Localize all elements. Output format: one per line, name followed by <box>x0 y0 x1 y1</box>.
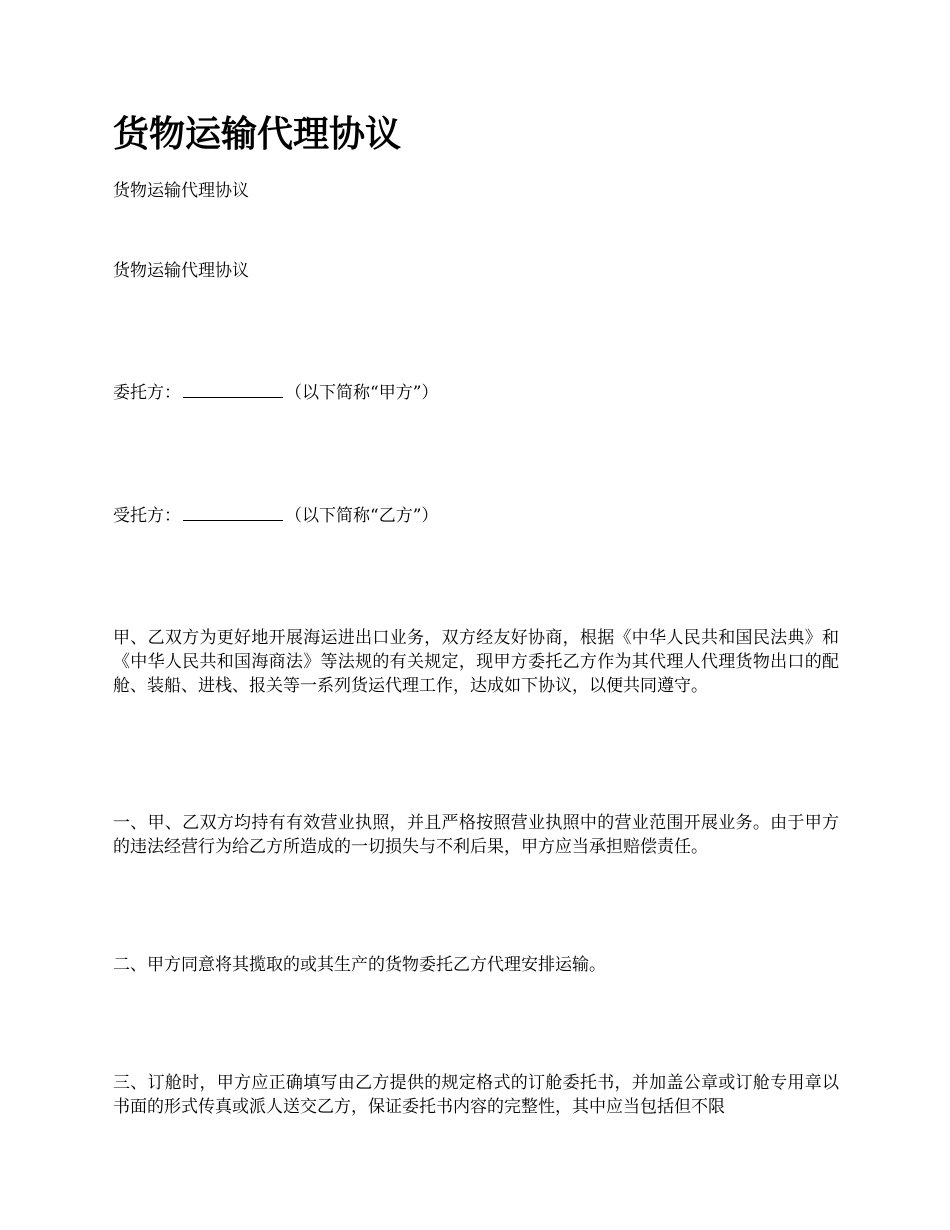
preamble-paragraph: 甲、乙双方为更好地开展海运进出口业务，双方经友好协商，根据《中华人民共和国民法典》和《中华人民共和国海商法》等法规的有关规定，现甲方委托乙方作为其代理人代理货物出口的配舱、装船、进栈、报关等一系列货运代理工作，达成如下协议，以便共同遵守。 <box>113 628 839 696</box>
client-party-line <box>113 381 438 405</box>
subtitle-line-2: 货物运输代理协议 <box>113 261 249 281</box>
client-name-blank <box>183 383 283 398</box>
subtitle-line-1: 货物运输代理协议 <box>113 181 249 201</box>
client-suffix: （以下简称“甲方”） <box>285 383 439 403</box>
clause-2-paragraph: 二、甲方同意将其揽取的或其生产的货物委托乙方代理安排运输。 <box>113 955 606 975</box>
agent-suffix: （以下简称“乙方”） <box>285 506 439 526</box>
clause-1-paragraph: 一、甲、乙双方均持有有效营业执照，并且严格按照营业执照中的营业范围开展业务。由于甲方的违法经营行为给乙方所造成的一切损失与不利后果，甲方应当承担赔偿责任。 <box>113 813 839 857</box>
agent-label: 受托方： <box>113 506 181 526</box>
document-title: 货物运输代理协议 <box>113 114 402 155</box>
agent-name-blank <box>183 506 283 521</box>
client-label: 委托方： <box>113 383 181 403</box>
clause-3-paragraph: 三、订舱时，甲方应正确填写由乙方提供的规定格式的订舱委托书，并加盖公章或订舱专用章以书面的形式传真或派人送交乙方，保证委托书内容的完整性，其中应当包括但不限 <box>113 1073 839 1117</box>
agent-party-line <box>113 504 438 528</box>
